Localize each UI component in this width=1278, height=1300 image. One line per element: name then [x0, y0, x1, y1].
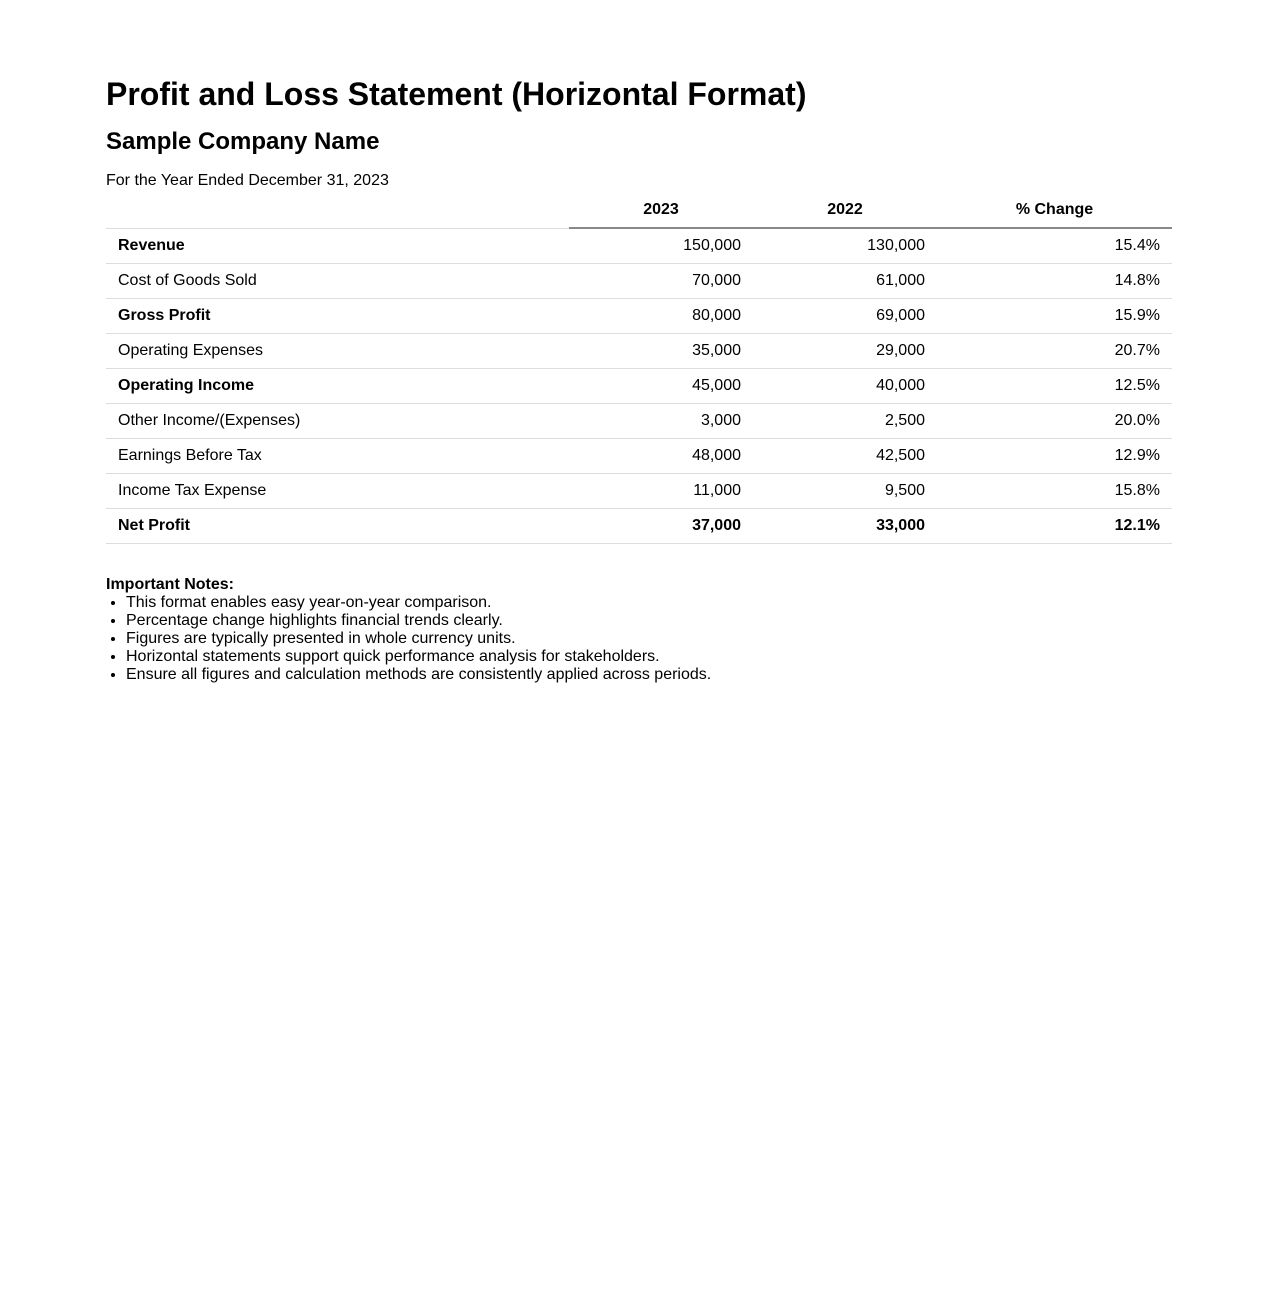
table-row: [106, 228, 1172, 264]
value-2022: 130,000: [753, 228, 937, 264]
value-2023: 48,000: [569, 439, 753, 474]
table-row: [106, 474, 1172, 509]
important-notes: [106, 576, 711, 684]
value-2023: 11,000: [569, 474, 753, 509]
value-2022: 42,500: [753, 439, 937, 474]
row-label: Cost of Goods Sold: [106, 264, 569, 299]
value-percent-change: 12.9%: [937, 439, 1172, 474]
value-2022: 29,000: [753, 334, 937, 369]
table-row: [106, 509, 1172, 544]
value-2023: 70,000: [569, 264, 753, 299]
value-2022: 61,000: [753, 264, 937, 299]
notes-list: [106, 594, 711, 684]
value-2022: 40,000: [753, 369, 937, 404]
value-percent-change: 20.7%: [937, 334, 1172, 369]
value-percent-change: 14.8%: [937, 264, 1172, 299]
note-item: • Figures are typically presented in whole currency units.: [126, 630, 711, 648]
value-2022: 33,000: [753, 509, 937, 544]
table-row: [106, 264, 1172, 299]
table-header: [106, 192, 1172, 228]
value-percent-change: 12.1%: [937, 509, 1172, 544]
table-body: [106, 228, 1172, 544]
note-item: • Ensure all figures and calculation methods are consistently applied across periods.: [126, 666, 711, 684]
value-2023: 3,000: [569, 404, 753, 439]
value-2022: 2,500: [753, 404, 937, 439]
value-2023: 150,000: [569, 228, 753, 264]
row-label: Other Income/(Expenses): [106, 404, 569, 439]
table-row: [106, 299, 1172, 334]
value-2023: 45,000: [569, 369, 753, 404]
reporting-period: For the Year Ended December 31, 2023: [106, 172, 389, 189]
value-percent-change: 15.8%: [937, 474, 1172, 509]
value-2023: 37,000: [569, 509, 753, 544]
row-label: Income Tax Expense: [106, 474, 569, 509]
note-item: • Percentage change highlights financial trends clearly.: [126, 612, 711, 630]
row-label: Earnings Before Tax: [106, 439, 569, 474]
value-percent-change: 15.9%: [937, 299, 1172, 334]
row-label: Operating Income: [106, 369, 569, 404]
value-2023: 80,000: [569, 299, 753, 334]
value-2023: 35,000: [569, 334, 753, 369]
header-row: [106, 192, 1172, 228]
table-row: [106, 369, 1172, 404]
row-label: Operating Expenses: [106, 334, 569, 369]
value-2022: 9,500: [753, 474, 937, 509]
value-percent-change: 15.4%: [937, 228, 1172, 264]
table-row: [106, 404, 1172, 439]
value-percent-change: 12.5%: [937, 369, 1172, 404]
note-item: • Horizontal statements support quick performance analysis for stakeholders.: [126, 648, 711, 666]
table-row: [106, 334, 1172, 369]
header-2022: 2022: [753, 192, 937, 228]
header-2023: 2023: [569, 192, 753, 228]
row-label: Revenue: [106, 228, 569, 264]
header-percent-change: % Change: [937, 192, 1172, 228]
profit-loss-table: [106, 192, 1172, 544]
header-label-column: [106, 192, 569, 228]
value-percent-change: 20.0%: [937, 404, 1172, 439]
value-2022: 69,000: [753, 299, 937, 334]
row-label: Gross Profit: [106, 299, 569, 334]
note-item: • This format enables easy year-on-year comparison.: [126, 594, 711, 612]
page-title: Profit and Loss Statement (Horizontal Format): [106, 76, 807, 112]
table-row: [106, 439, 1172, 474]
notes-title: Important Notes:: [106, 576, 234, 593]
row-label: Net Profit: [106, 509, 569, 544]
company-name: Sample Company Name: [106, 128, 380, 155]
